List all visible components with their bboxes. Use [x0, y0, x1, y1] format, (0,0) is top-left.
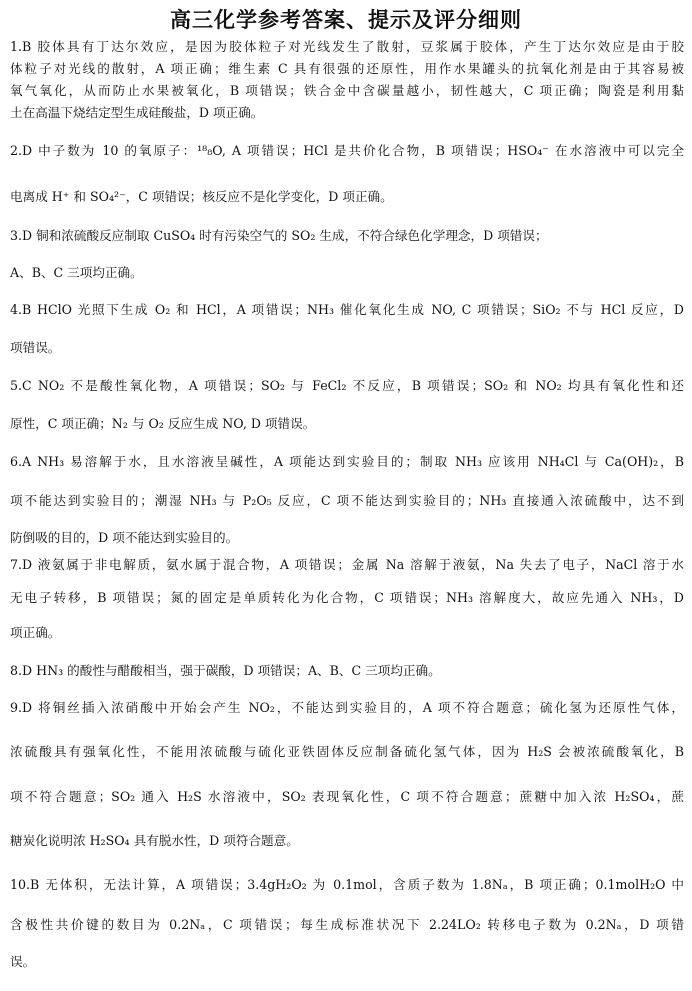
text-line: 项不能达到实验目的；潮湿 NH₃ 与 P₂O₅ 反应，C 项不能达到实验目的；NH₃ 直接通入浓硫酸中，达不到	[10, 493, 684, 508]
text-line: 4.B HClO 光照下生成 O₂ 和 HCl，A 项错误；NH₃ 催化氧化生成 NO, C 项错误；SiO₂ 不与 HCl 反应，D	[10, 302, 684, 317]
text-line: 含极性共价键的数目为 0.2Nₐ，C 项错误；每生成标准状况下 2.24LO₂ 转移电子数为 0.2Nₐ，D 项错	[10, 917, 684, 932]
text-line: 原性，C 项正确；N₂ 与 O₂ 反应生成 NO, D 项错误。	[10, 416, 316, 431]
text-line: 电离成 H⁺ 和 SO₄²⁻，C 项错误；核反应不是化学变化，D 项正确。	[10, 189, 393, 204]
text-line: 体粒子对光线的散射，A 项正确；维生素 C 具有很强的还原性，用作水果罐头的抗氧化剂是由于其容易被	[10, 61, 684, 76]
text-line: 7.D 液氨属于非电解质，氨水属于混合物，A 项错误；金属 Na 溶解于液氨，Na 失去了电子，NaCl 溶于水	[10, 557, 684, 572]
text-line: 1.B 胶体具有丁达尔效应，是因为胶体粒子对光线发生了散射，豆浆属于胶体，产生丁达尔效应是由于胶	[10, 39, 684, 54]
text-line: 6.A NH₃ 易溶解于水，且水溶液呈碱性，A 项能达到实验目的；制取 NH₃ 应该用 NH₄Cl 与 Ca(OH)₂，B	[10, 454, 684, 469]
text-line: A、B、C 三项均正确。	[10, 265, 143, 280]
text-line: 防倒吸的目的，D 项不能达到实验目的。	[10, 530, 239, 545]
text-line: 浓硫酸具有强氧化性，不能用浓硫酸与硫化亚铁固体反应制备硫化氢气体，因为 H₂S 会被浓硫酸氧化，B	[10, 744, 684, 759]
text-line: 项不符合题意；SO₂ 通入 H₂S 水溶液中，SO₂ 表现氧化性，C 项不符合题意；蔗糖中加入浓 H₂SO₄，蔗	[10, 789, 684, 804]
text-line: 8.D HN₃ 的酸性与醋酸相当，强于碳酸，D 项错误；A、B、C 三项均正确。	[10, 663, 441, 678]
text-line: 无电子转移，B 项错误；氮的固定是单质转化为化合物，C 项错误；NH₃ 溶解度大，故应先通入 NH₃，D	[10, 590, 684, 605]
text-line: 项正确。	[10, 625, 61, 640]
text-line: 3.D 铜和浓硫酸反应制取 CuSO₄ 时有污染空气的 SO₂ 生成，不符合绿色化学理念，D 项错误；	[10, 228, 548, 243]
text-line: 氧气氧化，从而防止水果被氧化，B 项错误；铁合金中含碳量越小，韧性越大，C 项正确；陶瓷是利用黏	[10, 83, 684, 98]
text-line: 糖炭化说明浓 H₂SO₄ 具有脱水性，D 项符合题意。	[10, 833, 299, 848]
text-line: 土在高温下烧结定型生成硅酸盐，D 项正确。	[10, 105, 264, 120]
text-line: 10.B 无体积，无法计算，A 项错误；3.4gH₂O₂ 为 0.1mol，含质子数为 1.8Nₐ，B 项正确；0.1molH₂O 中	[10, 877, 684, 892]
text-line: 误。	[10, 954, 36, 969]
text-line: 9.D 将铜丝插入浓硝酸中开始会产生 NO₂，不能达到实验目的，A 项不符合题意；硫化氢为还原性气体，	[10, 700, 684, 715]
text-line: 项错误。	[10, 340, 61, 355]
text-line: 5.C NO₂ 不是酸性氧化物，A 项错误；SO₂ 与 FeCl₂ 不反应，B 项错误；SO₂ 和 NO₂ 均具有氧化性和还	[10, 378, 684, 393]
page-title: 高三化学参考答案、提示及评分细则	[170, 8, 522, 32]
text-line: 2.D 中子数为 10 的氧原子：¹⁸₈O, A 项错误；HCl 是共价化合物，B 项错误；HSO₄⁻ 在水溶液中可以完全	[10, 143, 684, 158]
